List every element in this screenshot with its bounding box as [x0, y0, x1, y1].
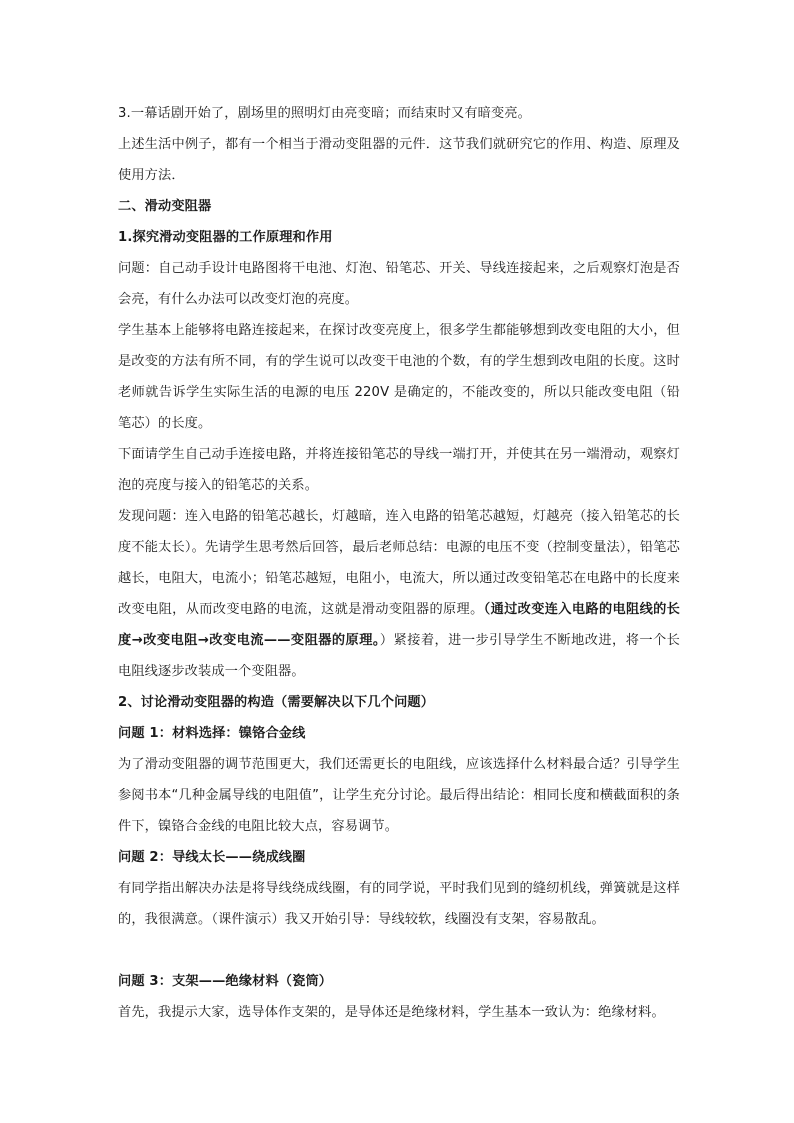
question2-heading: 问题 2：导线太长——绕成线圈 — [118, 850, 306, 865]
paragraph-material: 为了滑动变阻器的调节范围更大，我们还需更长的电阻线，应该选择什么材料最合适？引导学生参阅书本“几种金属导线的电阻值”，让学生充分讨论。最后得出结论：相同长度和横截面积的条件下，镍铬合金线的电阻比较大点，容易调节。 — [118, 757, 680, 834]
paragraph-question: 问题：自己动手设计电路图将干电池、灯泡、铅笔芯、开关、导线连接起来，之后观察灯泡是否会亮，有什么办法可以改变灯泡的亮度。 — [118, 261, 680, 307]
findings-text: 发现问题：连入电路的铅笔芯越长，灯越暗，连入电路的铅笔芯越短，灯越亮（接入铅笔芯的长度不能太长）。先请学生思考然后回答，最后老师总结：电源的电压不变（控制变量法），铅笔芯越长，电阻大，电流小；铅笔芯越短，电阻小，电流大，所以通过改变铅笔芯在电路中的长度来改变电阻，从而改变电路的电流，这就是滑动变阻器的原理。 — [118, 509, 680, 617]
findings-principle-bold: （通过改变连入电路的电阻线的长度→改变电阻→改变电流——变阻器的原理。 — [118, 602, 680, 648]
subheading-principle: 1.探究滑动变阻器的工作原理和作用 — [118, 230, 333, 245]
paragraph-support: 首先，我提示大家，选导体作支架的，是导体还是绝缘材料，学生基本一致认为：绝缘材料。 — [118, 1005, 665, 1020]
section-heading-rheostat: 二、滑动变阻器 — [118, 199, 212, 214]
paragraph-findings — [118, 501, 680, 687]
paragraph-experiment: 下面请学生自己动手连接电路，并将连接铅笔芯的导线一端打开，并使其在另一端滑动，观察灯泡的亮度与接入的铅笔芯的关系。 — [118, 447, 680, 493]
paragraph-intro: 上述生活中例子，都有一个相当于滑动变阻器的元件．这节我们就研究它的作用、构造、原理及使用方法． — [118, 137, 680, 183]
question3-heading: 问题 3：支架——绝缘材料（瓷筒） — [118, 974, 333, 989]
question1-heading: 问题 1：材料选择：镍铬合金线 — [118, 726, 306, 741]
subheading-structure: 2、讨论滑动变阻器的构造（需要解决以下几个问题） — [118, 695, 435, 710]
paragraph-student-response: 学生基本上能够将电路连接起来，在探讨改变亮度上，很多学生都能够想到改变电阻的大小，但是改变的方法有所不同，有的学生说可以改变干电池的个数，有的学生想到改电阻的长度。这时老师就告诉学生实际生活的电源的电压 220V 是确定的，不能改变的，所以只能改变电阻（铅笔芯）的长度。 — [118, 323, 680, 431]
paragraph-coil: 有同学指出解决办法是将导线绕成线圈，有的同学说，平时我们见到的缝纫机线，弹簧就是这样的，我很满意。（课件演示）我又开始引导：导线较软，线圈没有支架，容易散乱。 — [118, 881, 680, 927]
blank-line — [118, 935, 680, 966]
paragraph-stage-lighting: 3.一幕话剧开始了，剧场里的照明灯由亮变暗；而结束时又有暗变亮。 — [118, 106, 532, 121]
document-page — [118, 98, 680, 1028]
findings-continue: ）紧接着，进一步引导学生不断地改进，将一个长电阻线逐步改装成一个变阻器。 — [118, 633, 680, 679]
